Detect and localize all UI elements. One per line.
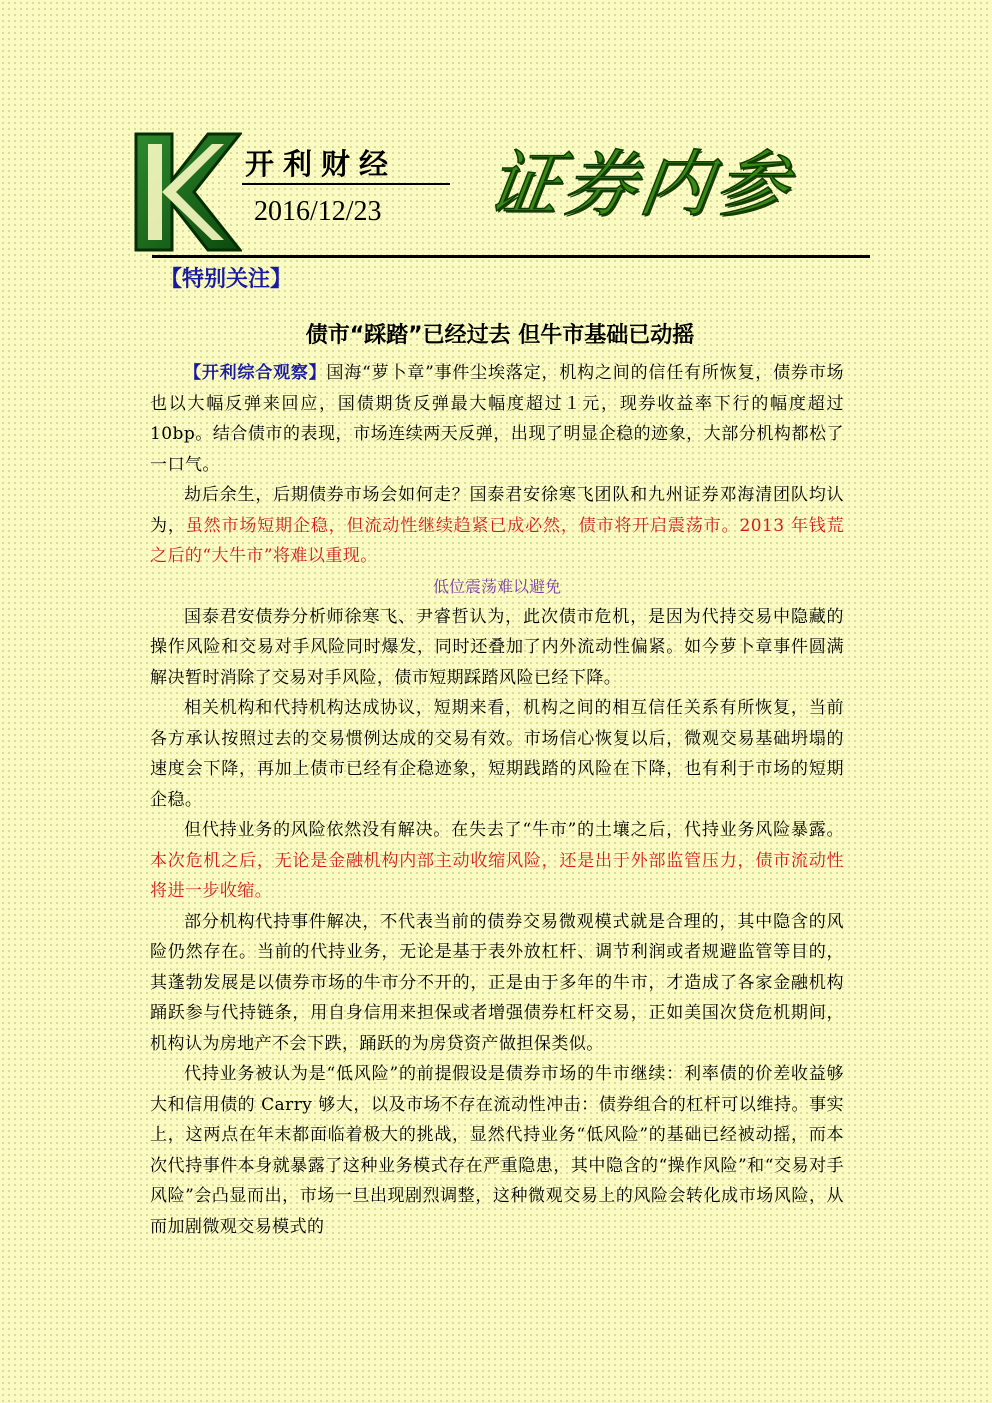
brand-name: 开利财经: [245, 147, 398, 181]
section-label: 【特别关注】: [160, 267, 293, 292]
paragraph-2-text: 劫后余生，后期债券市场会如何走？国泰君安徐寒飞团队和九州证券邓海清团队均认为，: [150, 485, 844, 536]
paragraph-2: [150, 480, 844, 572]
paragraph-3: 国泰君安债券分析师徐寒飞、尹睿哲认为，此次债市危机，是因为代持交易中隐藏的操作风险和交易对手风险同时爆发，同时还叠加了内外流动性偏紧。如今萝卜章事件圆满解决暂时消除了交易对手风险，债市短期踩踏风险已经下降。: [150, 606, 844, 688]
logo-k-icon: [132, 130, 242, 254]
publication-banner: 证券内参: [482, 142, 798, 226]
paragraph-6: 部分机构代持事件解决，不代表当前的债券交易微观模式就是合理的，其中隐含的风险仍然存在。当前的代持业务，无论是基于表外放杠杆、调节利润或者规避监管等目的，其蓬勃发展是以债券市场的牛市分不开的，正是由于多年的牛市，才造成了各家金融机构踊跃参与代持链条，用自身信用来担保或者增强债券杠杆交易，正如美国次贷危机期间，机构认为房地产不会下跌，踊跃的为房贷资产做担保类似。: [150, 911, 844, 1054]
issue-date: 2016/12/23: [254, 196, 382, 227]
paragraph-1: [150, 358, 844, 480]
paragraph-2-highlight: 虽然市场短期企稳，但流动性继续趋紧已成必然，债市将开启震荡市。2013 年钱荒之后的“大牛市”将难以重现。: [150, 515, 844, 566]
article-body: [150, 358, 844, 1242]
paragraph-5-text: 但代持业务的风险依然没有解决。在失去了“牛市”的土壤之后，代持业务风险暴露。: [184, 820, 844, 840]
header-rule: [152, 255, 870, 258]
paragraph-4: 相关机构和代持机构达成协议，短期来看，机构之间的相互信任关系有所恢复，当前各方承认按照过去的交易惯例达成的交易有效。市场信心恢复以后，微观交易基础坍塌的速度会下降，再加上债市已经有企稳迹象，短期践踏的风险在下降，也有利于市场的短期企稳。: [150, 698, 844, 810]
paragraph-7: 代持业务被认为是“低风险”的前提假设是债券市场的牛市继续：利率债的价差收益够大和信用债的 Carry 够大，以及市场不存在流动性冲击：债券组合的杠杆可以维持。事实上，这两点在年末都面临着极大的挑战，显然代持业务“低风险”的基础已经被动摇，而本次代持事件本身就暴露了这种业务模式存在严重隐患，其中隐含的“操作风险”和“交易对手风险”会凸显而出，市场一旦出现剧烈调整，这种微观交易上的风险会转化成市场风险，从而加剧微观交易模式的: [150, 1064, 844, 1237]
source-tag: 【开利综合观察】: [184, 363, 327, 383]
paragraph-1-text: 国海“萝卜章”事件尘埃落定，机构之间的信任有所恢复，债券市场也以大幅反弹来回应，国债期货反弹最大幅度超过１元，现券收益率下行的幅度超过 10bp。结合债市的表现，市场连续两天反弹，出现了明显企稳的迹象，大部分机构都松了一口气。: [150, 363, 844, 475]
subheading: 低位震荡难以避免: [432, 576, 561, 596]
header-divider: [242, 183, 450, 185]
paragraph-5: [150, 815, 844, 907]
paragraph-5-highlight: 本次危机之后，无论是金融机构内部主动收缩风险，还是出于外部监管压力，债市流动性将进一步收缩。: [150, 850, 844, 901]
article-title: 债市“踩踏”已经过去 但牛市基础已动摇: [305, 323, 695, 348]
